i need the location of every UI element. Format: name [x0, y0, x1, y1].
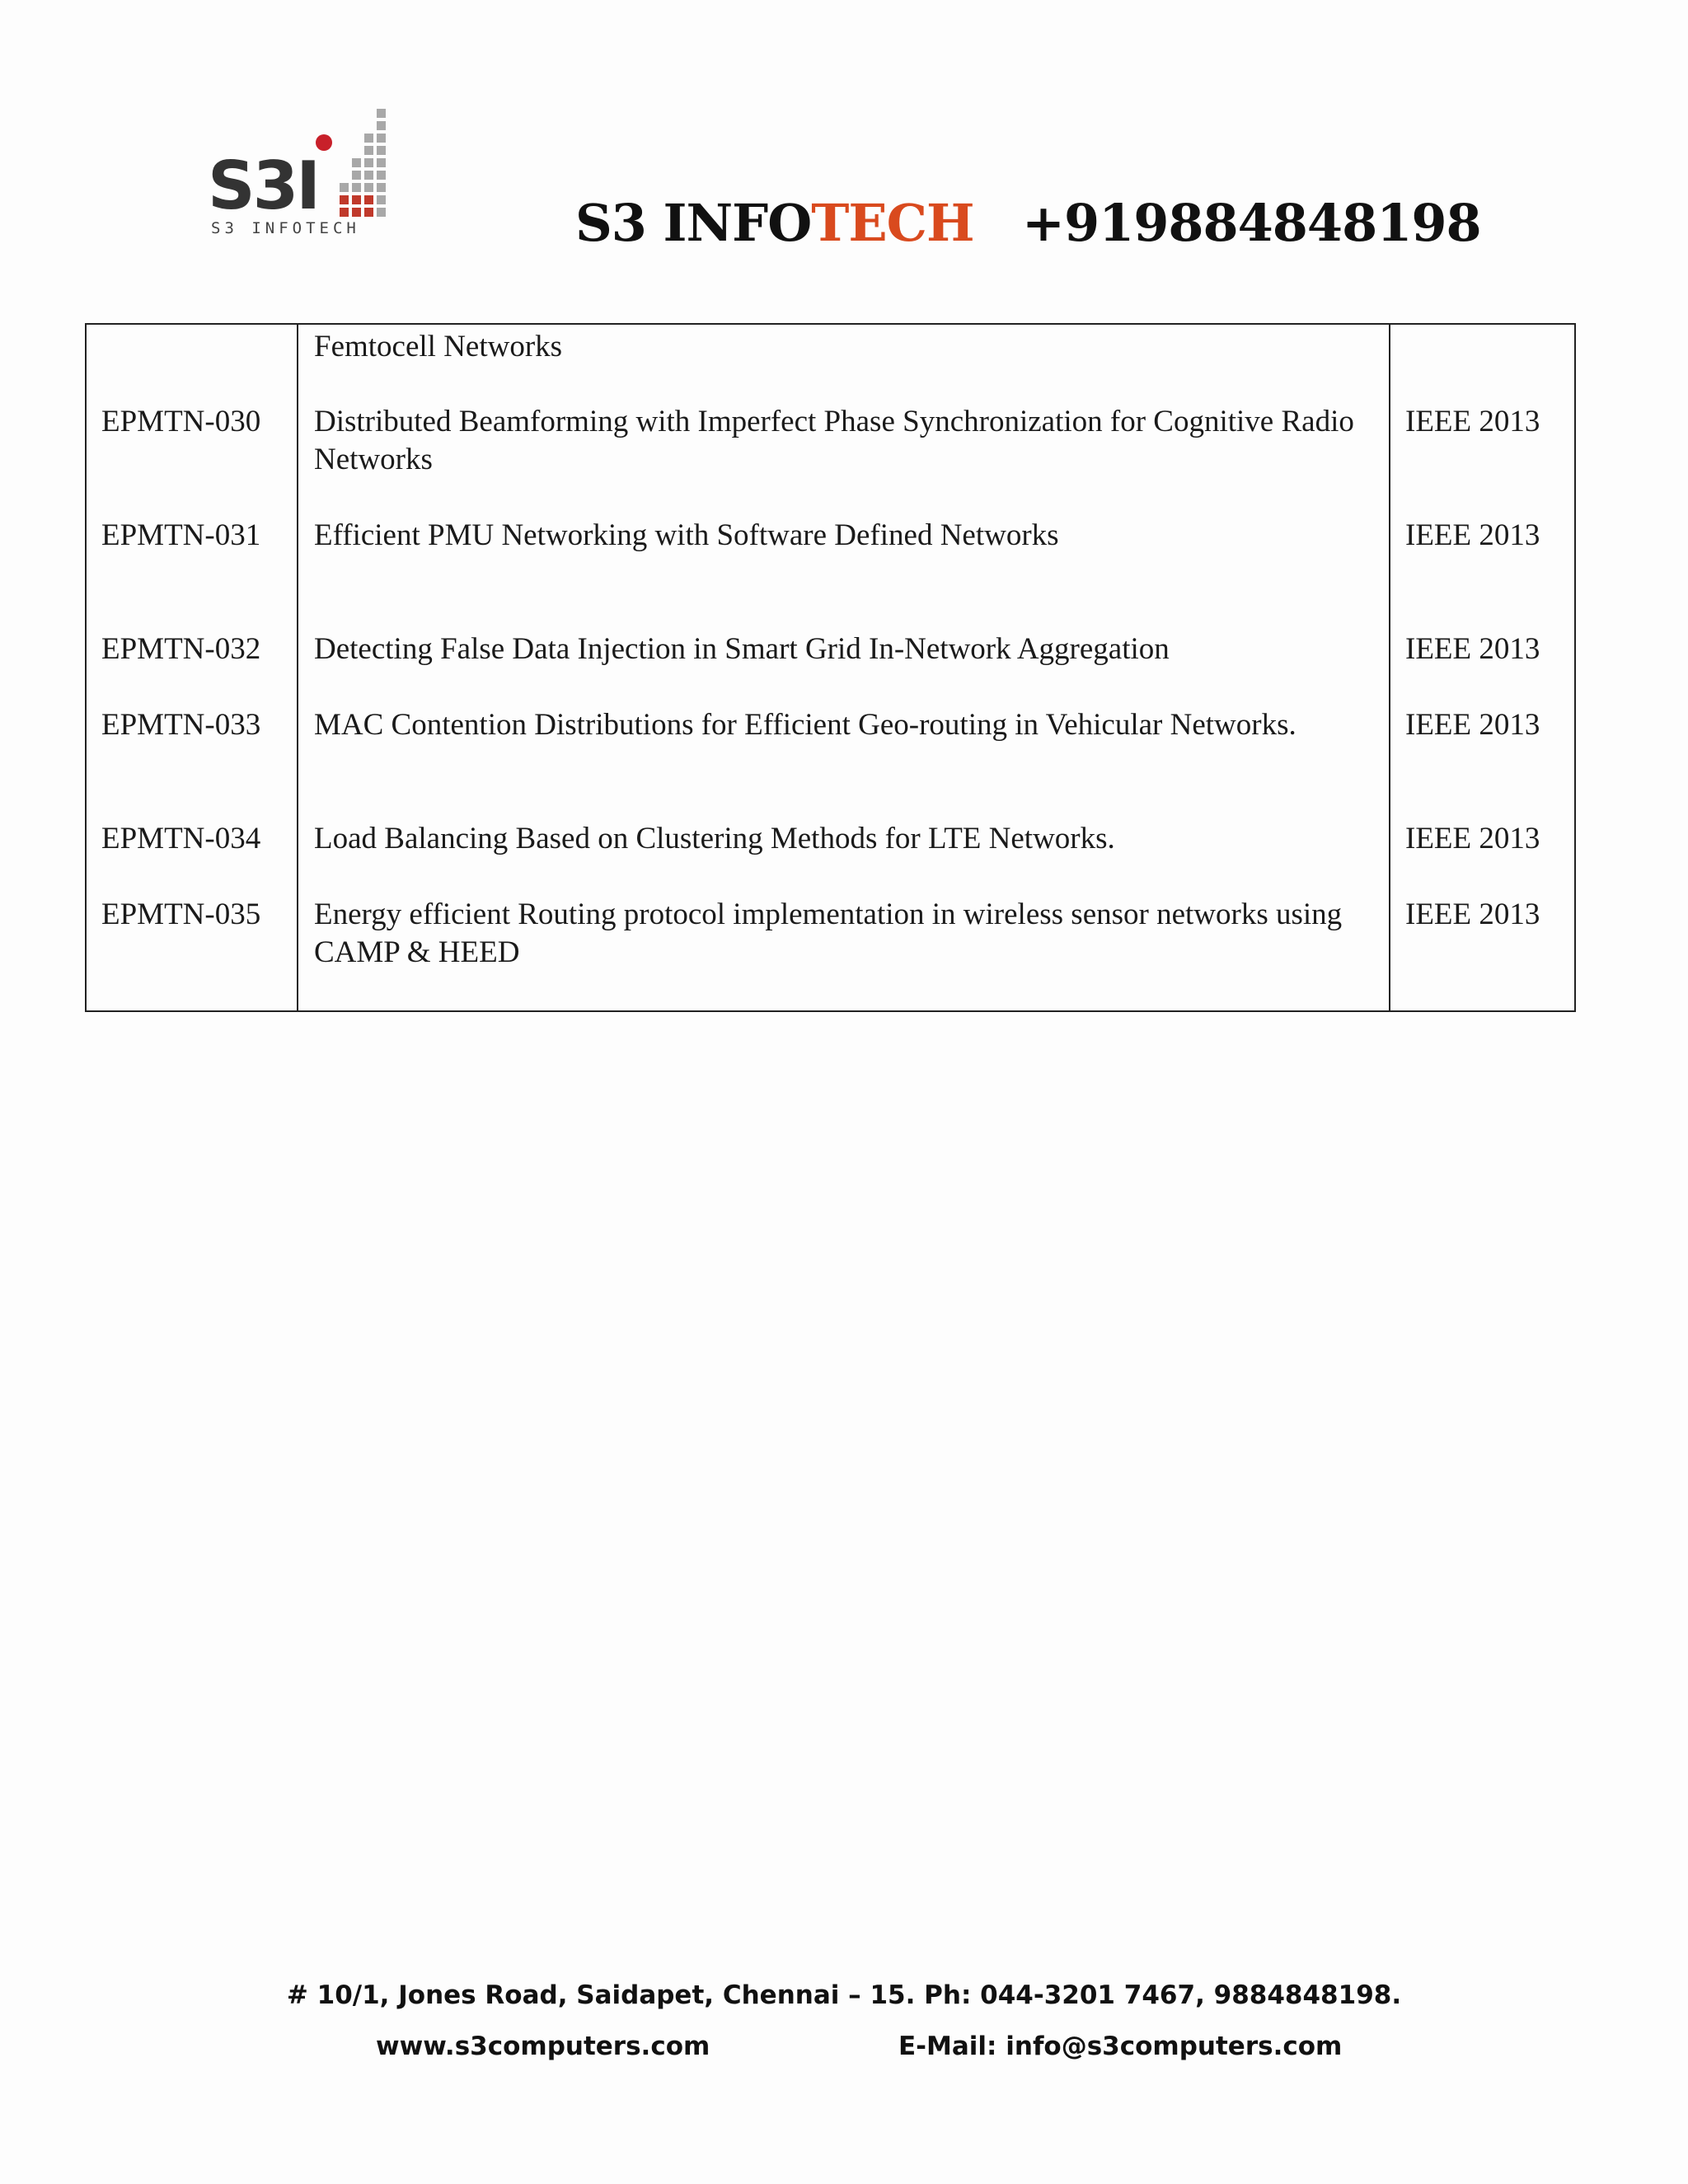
project-year: IEEE 2013	[1405, 632, 1540, 666]
project-title: Energy efficient Routing protocol implementation in wireless sensor networks using CAMP & HEED	[314, 898, 1343, 969]
project-code: EPMTN-030	[101, 405, 261, 438]
footer-address: # 10/1, Jones Road, Saidapet, Chennai – 15. Ph: 044-3201 7467, 9884848198.	[286, 1980, 1402, 2010]
company-name-part2: TECH	[811, 193, 974, 253]
column-divider	[1389, 325, 1390, 1010]
project-year: IEEE 2013	[1405, 708, 1540, 742]
company-name-part1: S3 INFO	[575, 193, 812, 253]
continuation-title: Femtocell Networks	[314, 330, 563, 363]
logo-grid-square	[364, 134, 373, 143]
logo-grid-square	[364, 195, 373, 204]
project-table	[85, 323, 1576, 1012]
company-name	[575, 188, 974, 259]
logo-grid-square	[352, 183, 361, 192]
logo-grid-square	[340, 183, 349, 192]
logo-grid-square	[377, 208, 386, 217]
project-code: EPMTN-034	[101, 822, 261, 855]
project-code: EPMTN-035	[101, 898, 261, 931]
project-year: IEEE 2013	[1405, 822, 1540, 855]
logo-grid-square	[364, 146, 373, 155]
logo-subtitle: S3 INFOTECH	[211, 219, 360, 237]
logo-mark: S3I	[208, 148, 319, 224]
logo-grid-square	[352, 195, 361, 204]
logo-grid-square	[377, 109, 386, 118]
logo-grid-square	[377, 158, 386, 167]
logo-grid-square	[377, 183, 386, 192]
logo-grid-square	[377, 121, 386, 130]
logo-grid-square	[364, 208, 373, 217]
project-year: IEEE 2013	[1405, 405, 1540, 438]
column-divider	[297, 325, 298, 1010]
logo-dot	[316, 134, 332, 151]
project-title: Distributed Beamforming with Imperfect Phase Synchronization for Cognitive Radio Networks	[314, 405, 1354, 476]
header-phone: +919884848198	[1022, 193, 1481, 253]
logo-grid-square	[352, 208, 361, 217]
footer-email: E-Mail: info@s3computers.com	[898, 2032, 1343, 2061]
logo-grid-square	[340, 195, 349, 204]
logo-grid-square	[352, 171, 361, 180]
logo-grid-square	[377, 134, 386, 143]
logo-grid-square	[364, 171, 373, 180]
project-title: Load Balancing Based on Clustering Methods for LTE Networks.	[314, 822, 1115, 855]
logo-grid-square	[340, 208, 349, 217]
project-title: Efficient PMU Networking with Software Defined Networks	[314, 518, 1059, 552]
footer-website: www.s3computers.com	[376, 2032, 710, 2061]
project-code: EPMTN-031	[101, 518, 261, 552]
project-title: MAC Contention Distributions for Efficient Geo-routing in Vehicular Networks.	[314, 708, 1296, 742]
project-year: IEEE 2013	[1405, 898, 1540, 931]
logo-grid-square	[377, 171, 386, 180]
logo-grid-square	[352, 158, 361, 167]
company-logo	[204, 97, 443, 237]
logo-grid-square	[377, 146, 386, 155]
project-code: EPMTN-033	[101, 708, 261, 742]
project-code: EPMTN-032	[101, 632, 261, 666]
logo-grid-square	[364, 183, 373, 192]
project-year: IEEE 2013	[1405, 518, 1540, 552]
logo-grid-square	[377, 195, 386, 204]
logo-grid-square	[364, 158, 373, 167]
project-title: Detecting False Data Injection in Smart Grid In-Network Aggregation	[314, 632, 1170, 666]
